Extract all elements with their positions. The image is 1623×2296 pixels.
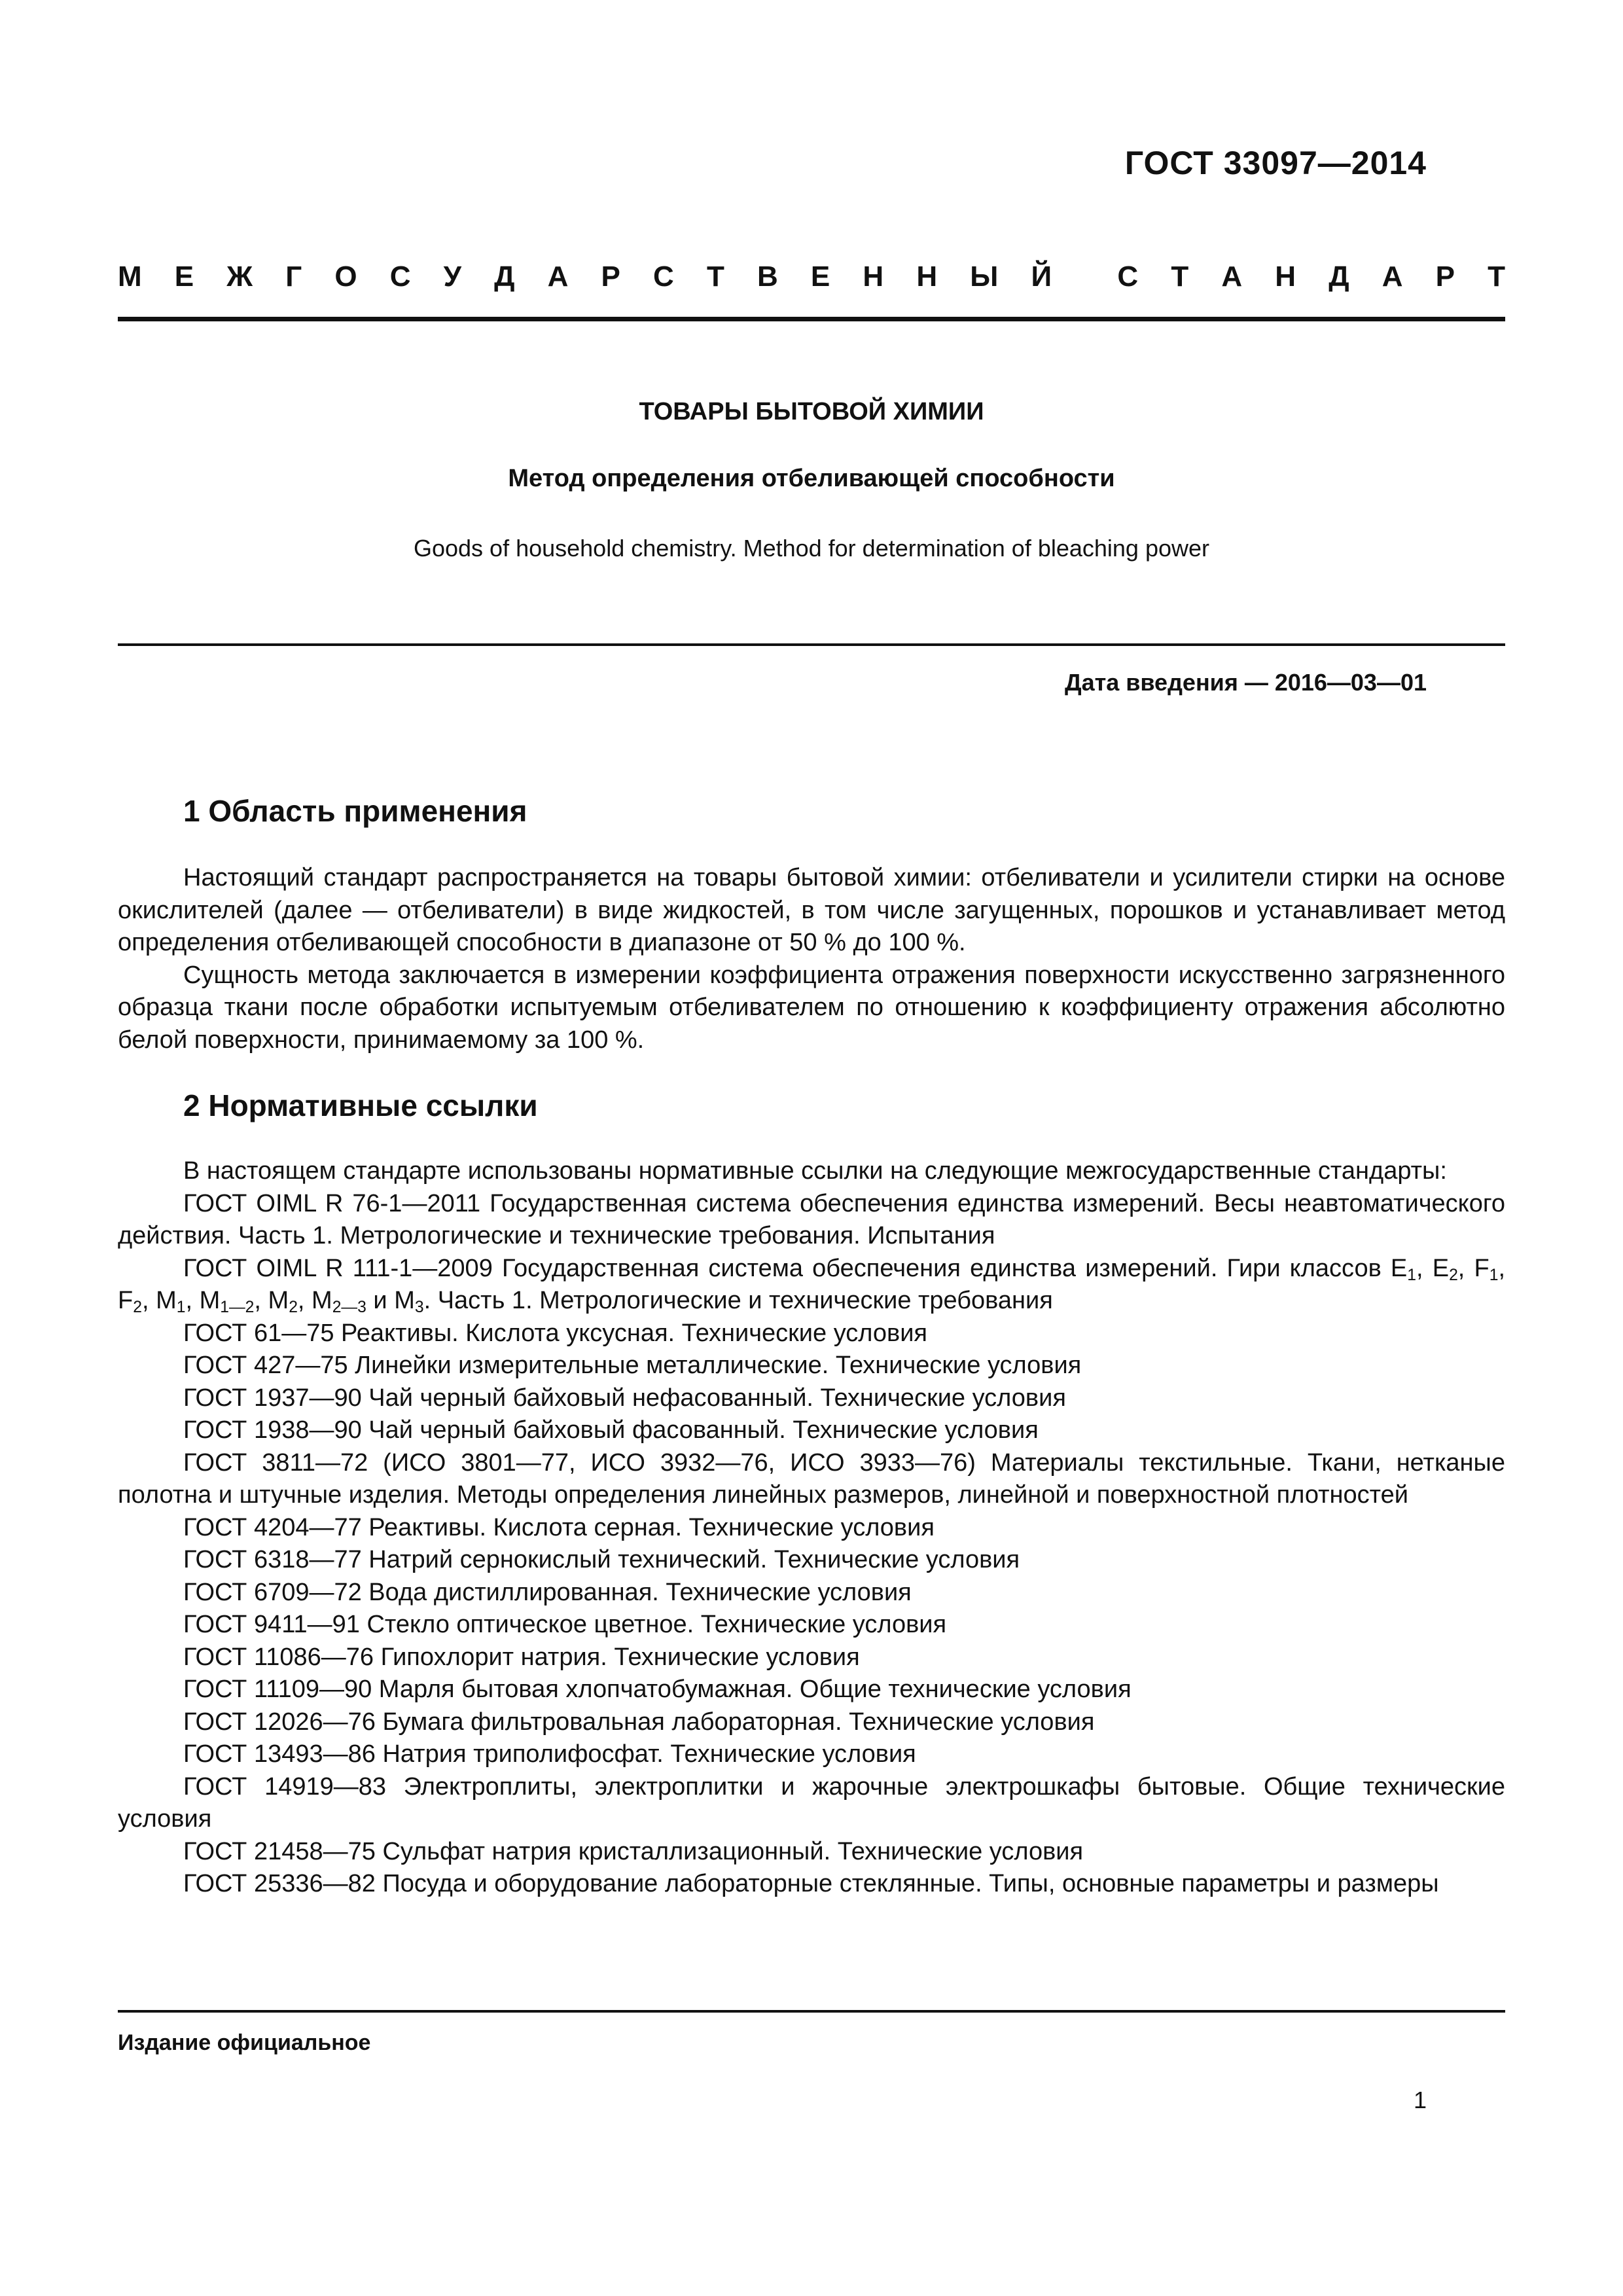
paragraph: В настоящем стандарте использованы нормативные ссылки на следующие межгосударственные стандарты: — [183, 1157, 1447, 1185]
reference-text: ГОСТ OIML R 111-1—2009 Государственная система обеспечения единства измерений. Гири классов E — [183, 1254, 1408, 1282]
reference-text: , M — [254, 1287, 289, 1314]
banner-letter: М — [118, 260, 142, 293]
banner-letter: Р — [1435, 260, 1455, 293]
banner-letter: У — [443, 260, 461, 293]
reference-item: ГОСТ 14919—83 Электроплиты, электроплитки и жарочные электрошкафы бытовые. Общие технические условия — [118, 1772, 1505, 1833]
banner-letter: Ы — [970, 260, 999, 293]
introduction-date: Дата введения — 2016—03—01 — [1064, 669, 1427, 696]
footer-rule — [118, 2010, 1505, 2013]
reference-text: , F — [1457, 1254, 1489, 1282]
banner-letter: Т — [1171, 260, 1189, 293]
subscript: 1—2 — [220, 1299, 255, 1317]
subscript: 1 — [176, 1299, 186, 1317]
reference-item: ГОСТ 12026—76 Бумага фильтровальная лабораторная. Технические условия — [183, 1708, 1095, 1736]
document-title: ТОВАРЫ БЫТОВОЙ ХИМИИ — [639, 398, 984, 425]
reference-item: ГОСТ 61—75 Реактивы. Кислота уксусная. Технические условия — [183, 1319, 928, 1347]
reference-item: ГОСТ 1938—90 Чай черный байховый фасованный. Технические условия — [183, 1416, 1039, 1444]
banner-letter: А — [1221, 260, 1243, 293]
subscript: 2—3 — [332, 1299, 366, 1317]
banner-letter: С — [653, 260, 674, 293]
page-number: 1 — [1413, 2087, 1427, 2113]
reference-item: ГОСТ 11109—90 Марля бытовая хлопчатобумажная. Общие технические условия — [183, 1676, 1132, 1703]
document-subtitle: Метод определения отбеливающей способности — [508, 465, 1115, 492]
banner-letter: Д — [494, 260, 515, 293]
reference-text: , M — [297, 1287, 332, 1314]
banner-letter: Е — [174, 260, 194, 293]
subscript: 2 — [133, 1299, 142, 1317]
reference-item: ГОСТ 11086—76 Гипохлорит натрия. Технические условия — [183, 1643, 860, 1671]
reference-item: ГОСТ 427—75 Линейки измерительные металлические. Технические условия — [183, 1352, 1082, 1379]
reference-item: ГОСТ 9411—91 Стекло оптическое цветное. Технические условия — [183, 1611, 947, 1638]
reference-item: ГОСТ 21458—75 Сульфат натрия кристаллизационный. Технические условия — [183, 1837, 1084, 1865]
title-rule — [118, 643, 1505, 646]
banner-letter: Е — [810, 260, 830, 293]
banner-letter: Т — [706, 260, 724, 293]
banner-letter: С — [389, 260, 411, 293]
english-title: Goods of household chemistry. Method for determination of bleaching power — [413, 535, 1210, 562]
section-2-body — [118, 1155, 1505, 1901]
section-1-heading: 1 Область применения — [183, 794, 527, 828]
reference-text: , F — [118, 1254, 1506, 1314]
section-2-heading: 2 Нормативные ссылки — [183, 1088, 538, 1122]
banner-letter: В — [757, 260, 778, 293]
banner-letter: Н — [1275, 260, 1296, 293]
reference-text: и M — [366, 1287, 415, 1314]
reference-item: ГОСТ 6318—77 Натрий сернокислый технический. Технические условия — [183, 1546, 1020, 1573]
banner-letter: Ж — [226, 260, 253, 293]
reference-text: . Часть 1. Метрологические и технические требования — [423, 1287, 1053, 1314]
subscript: 1 — [1489, 1266, 1499, 1284]
banner-letter: Д — [1329, 260, 1349, 293]
reference-item: ГОСТ 1937—90 Чай черный байховый нефасованный. Технические условия — [183, 1384, 1066, 1412]
reference-item: ГОСТ 3811—72 (ИСО 3801—77, ИСО 3932—76, ИСО 3933—76) Материалы текстильные. Ткани, нетканые полотна и штучные изделия. Методы определения линейных размеров, линейной и поверхностной плотностей — [118, 1448, 1505, 1509]
reference-item: ГОСТ 4204—77 Реактивы. Кислота серная. Технические условия — [183, 1513, 935, 1541]
banner-letter: С — [1117, 260, 1139, 293]
official-edition-label: Издание официальное — [118, 2030, 371, 2055]
subscript: 3 — [414, 1299, 424, 1317]
subscript: 2 — [289, 1299, 298, 1317]
banner-letter: А — [1382, 260, 1403, 293]
reference-item: ГОСТ OIML R 76-1—2011 Государственная система обеспечения единства измерений. Весы неавтоматического действия. Часть 1. Метрологические и технические требования. Испытания — [118, 1189, 1505, 1249]
subscript: 1 — [1407, 1266, 1417, 1284]
banner-letter: Н — [863, 260, 884, 293]
subscript: 2 — [1449, 1266, 1458, 1284]
gost-number: ГОСТ 33097—2014 — [1124, 145, 1427, 181]
paragraph: Сущность метода заключается в измерении коэффициента отражения поверхности искусственно загрязненного образца ткани после обработки испытуемым отбеливателем по отношению к коэффициенту отражения абсолютно белой поверхности, принимаемому за 100 %. — [118, 961, 1505, 1054]
reference-text: , M — [141, 1287, 177, 1314]
reference-text: , M — [185, 1287, 221, 1314]
banner-letter: Г — [285, 260, 302, 293]
reference-item: ГОСТ 6709—72 Вода дистиллированная. Технические условия — [183, 1578, 912, 1606]
reference-text: , E — [1416, 1254, 1450, 1282]
banner-letter: Й — [1031, 260, 1052, 293]
header-rule — [118, 317, 1505, 321]
banner-letter: Т — [1488, 260, 1505, 293]
banner-letter: А — [547, 260, 569, 293]
paragraph: Настоящий стандарт распространяется на товары бытовой химии: отбеливатели и усилители стирки на основе окислителей (далее — отбеливатели) в виде жидкостей, в том числе загущенных, порошков и устанавливает метод определения отбеливающей способности в диапазоне от 50 % до 100 %. — [118, 864, 1505, 956]
reference-item: ГОСТ 25336—82 Посуда и оборудование лабораторные стеклянные. Типы, основные параметры и размеры — [183, 1870, 1439, 1897]
banner-letter: Н — [916, 260, 938, 293]
banner-letter: О — [334, 260, 357, 293]
standard-type-banner — [118, 254, 1505, 300]
reference-item — [118, 1253, 1505, 1318]
reference-item: ГОСТ 13493—86 Натрия триполифосфат. Технические условия — [183, 1740, 916, 1768]
section-1-body — [118, 862, 1505, 1056]
banner-letter: Р — [601, 260, 620, 293]
